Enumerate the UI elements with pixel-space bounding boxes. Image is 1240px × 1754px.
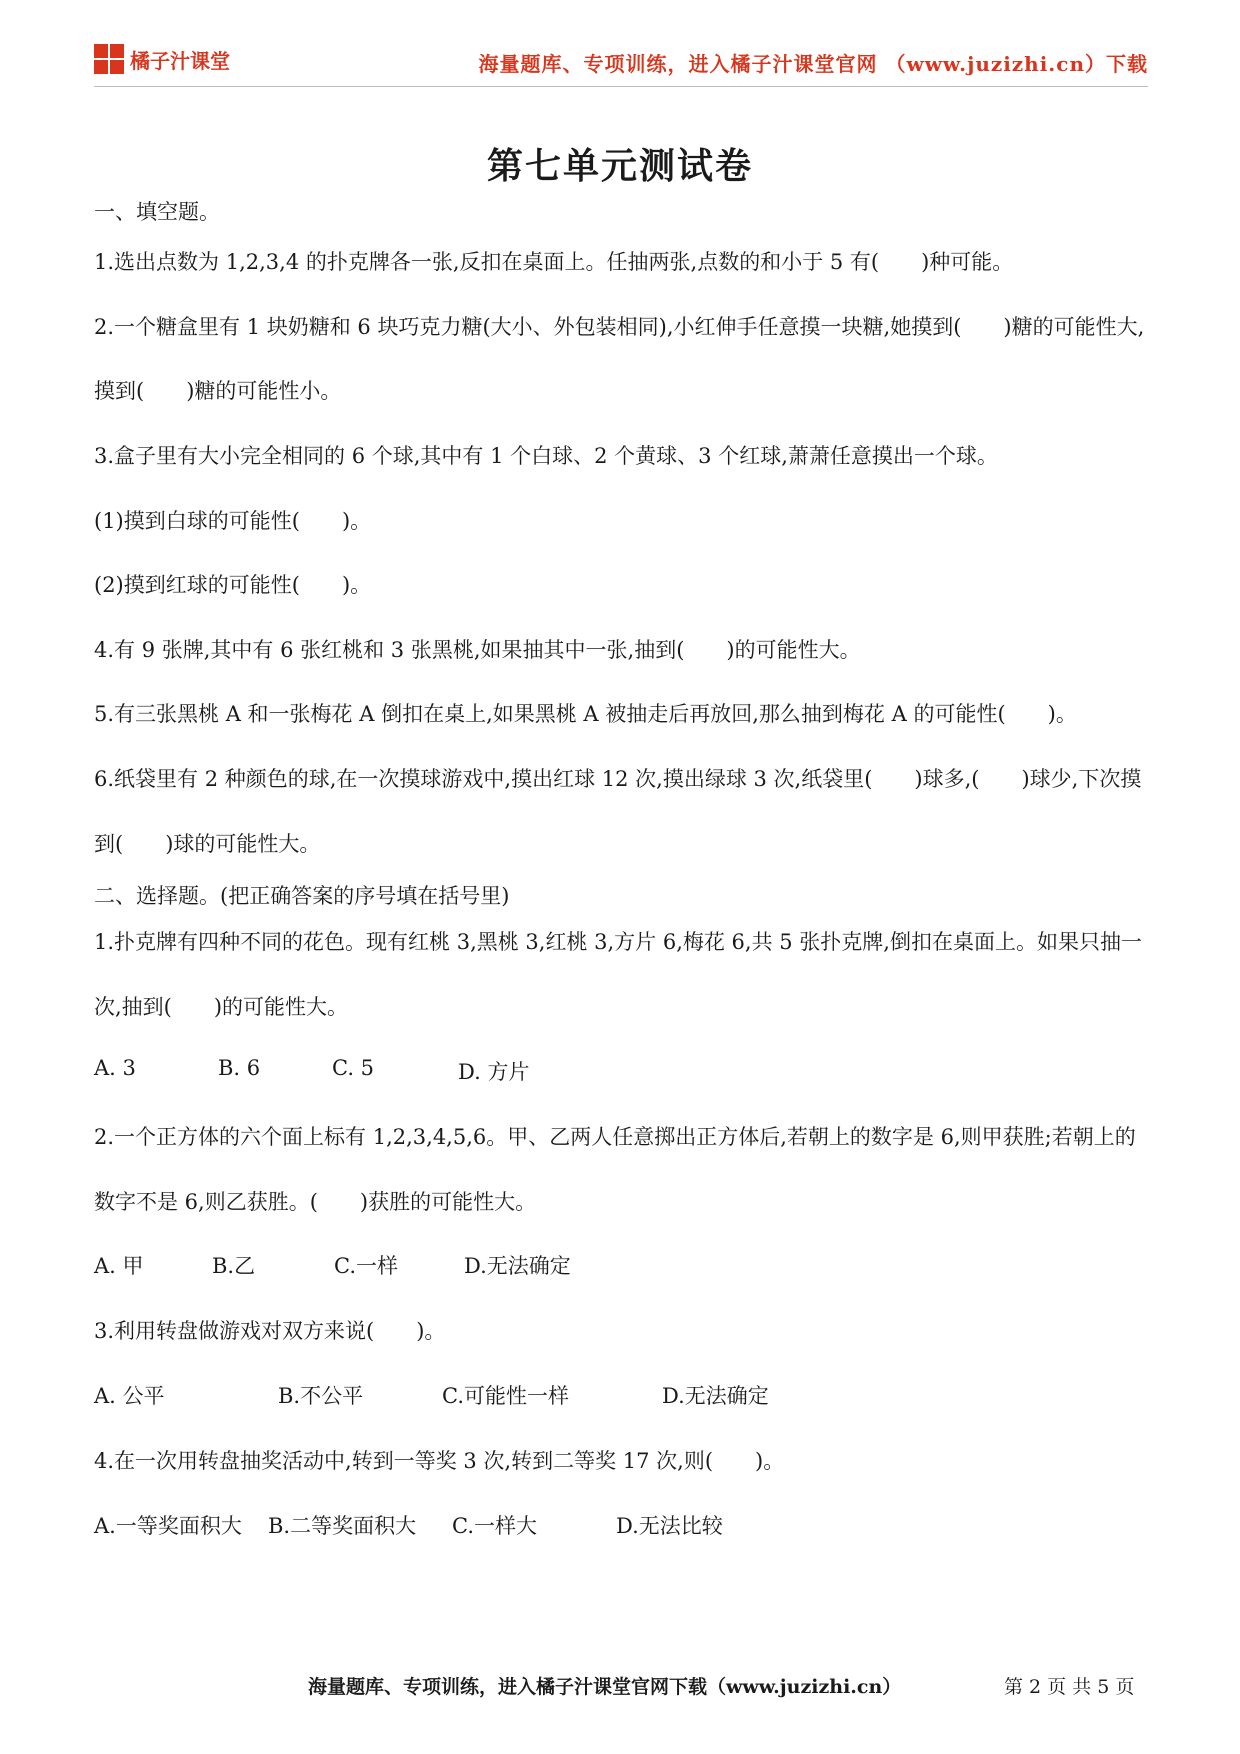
option-c: C. 5 xyxy=(332,1056,375,1080)
question-line: (1)摸到白球的可能性( )。 xyxy=(94,509,372,533)
logo-text: 橘子汁课堂 xyxy=(130,48,230,73)
option-b: B.不公平 xyxy=(278,1384,364,1408)
option-c: C.可能性一样 xyxy=(442,1384,569,1408)
footer-slogan: 海量题库、专项训练，进入橘子汁课堂官网下载（www.juzizhi.cn） xyxy=(308,1676,902,1698)
page-title: 第七单元测试卷 xyxy=(486,145,753,187)
option-b: B.乙 xyxy=(212,1254,256,1278)
option-a: A. 甲 xyxy=(94,1254,144,1278)
question-line: 4.在一次用转盘抽奖活动中,转到一等奖 3 次,转到二等奖 17 次,则( )。 xyxy=(94,1449,785,1473)
option-d: D.无法确定 xyxy=(662,1384,769,1408)
option-a: A. 公平 xyxy=(94,1384,165,1408)
page-footer xyxy=(0,1672,1240,1702)
option-b: B.二等奖面积大 xyxy=(268,1514,417,1538)
question-line: 1.选出点数为 1,2,3,4 的扑克牌各一张,反扣在桌面上。任抽两张,点数的和小于 5 有( )种可能。 xyxy=(94,250,1014,274)
section-heading-fill-blank: 一、填空题。 xyxy=(94,200,220,224)
question-line: (2)摸到红球的可能性( )。 xyxy=(94,573,372,597)
question-line: 4.有 9 张牌,其中有 6 张红桃和 3 张黑桃,如果抽其中一张,抽到( )的可能性大。 xyxy=(94,638,861,662)
option-c: C.一样大 xyxy=(452,1514,537,1538)
page-number: 第 2 页 共 5 页 xyxy=(1004,1676,1135,1698)
section-heading-choice: 二、选择题。(把正确答案的序号填在括号里) xyxy=(94,884,510,908)
question-line: 摸到( )糖的可能性小。 xyxy=(94,379,342,403)
question-line: 次,抽到( )的可能性大。 xyxy=(94,995,349,1019)
question-line: 1.扑克牌有四种不同的花色。现有红桃 3,黑桃 3,红桃 3,方片 6,梅花 6,共 5 张扑克牌,倒扣在桌面上。如果只抽一 xyxy=(94,930,1142,954)
option-a: A.一等奖面积大 xyxy=(94,1514,242,1538)
question-line: 2.一个糖盒里有 1 块奶糖和 6 块巧克力糖(大小、外包装相同),小红伸手任意摸一块糖,她摸到( )糖的可能性大, xyxy=(94,315,1145,339)
question-line: 5.有三张黑桃 A 和一张梅花 A 倒扣在桌上,如果黑桃 A 被抽走后再放回,那么抽到梅花 A 的可能性( )。 xyxy=(94,702,1077,726)
option-b: B. 6 xyxy=(218,1056,261,1080)
question-line: 2.一个正方体的六个面上标有 1,2,3,4,5,6。甲、乙两人任意掷出正方体后,若朝上的数字是 6,则甲获胜;若朝上的 xyxy=(94,1125,1136,1149)
header-slogan: 海量题库、专项训练，进入橘子汁课堂官网 （www.juzizhi.cn）下载 xyxy=(478,52,1148,76)
option-a: A. 3 xyxy=(94,1056,136,1080)
question-line: 到( )球的可能性大。 xyxy=(94,832,321,856)
brand-logo xyxy=(94,44,230,74)
question-line: 6.纸袋里有 2 种颜色的球,在一次摸球游戏中,摸出红球 12 次,摸出绿球 3 次,纸袋里( )球多,( )球少,下次摸 xyxy=(94,767,1142,791)
page-header xyxy=(94,40,1148,87)
question-line: 数字不是 6,则乙获胜。( )获胜的可能性大。 xyxy=(94,1190,537,1214)
option-d: D. 方片 xyxy=(458,1060,530,1084)
logo-squares-icon xyxy=(94,44,124,74)
question-line: 3.利用转盘做游戏对双方来说( )。 xyxy=(94,1319,446,1343)
option-d: D.无法比较 xyxy=(616,1514,723,1538)
option-c: C.一样 xyxy=(334,1254,398,1278)
option-d: D.无法确定 xyxy=(464,1254,571,1278)
question-line: 3.盒子里有大小完全相同的 6 个球,其中有 1 个白球、2 个黄球、3 个红球,萧萧任意摸出一个球。 xyxy=(94,444,998,468)
